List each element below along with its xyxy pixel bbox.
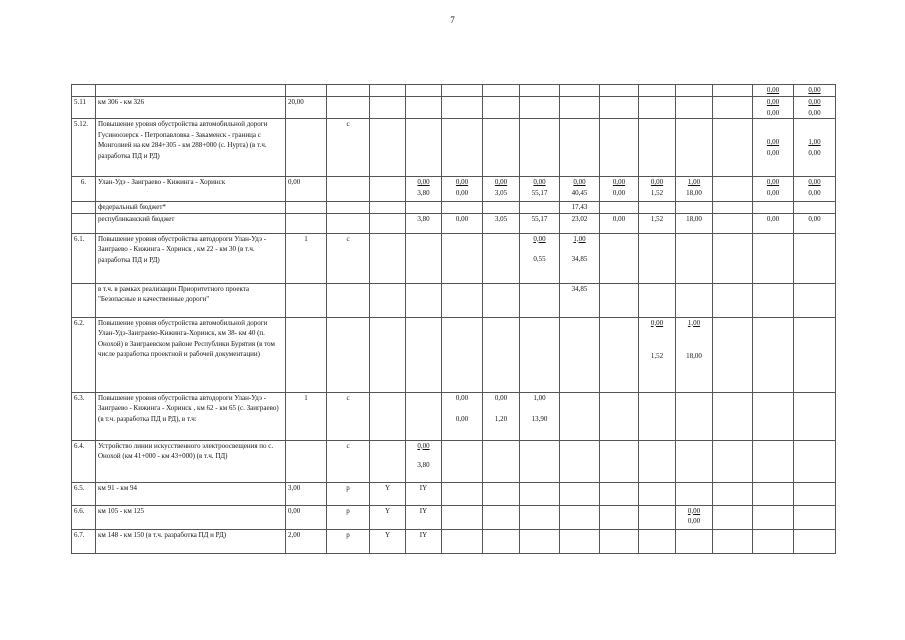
table-cell: 3,05 xyxy=(483,213,520,233)
table-cell xyxy=(483,529,520,553)
table-cell xyxy=(600,482,639,505)
table-cell xyxy=(676,529,713,553)
table-cell: в т.ч. в рамках реализации Приоритетного проекта "Безопасные и качественные дороги" xyxy=(96,283,286,317)
table-cell: IY xyxy=(406,482,442,505)
table-row xyxy=(72,317,836,392)
table-cell xyxy=(442,202,483,214)
table-cell: км 148 - км 150 (в т.ч. разработка ПД и РД) xyxy=(96,529,286,553)
table-cell: республиканский бюджет xyxy=(96,213,286,233)
table-cell xyxy=(600,85,639,97)
table-row xyxy=(72,85,836,97)
table-cell: 0,00 xyxy=(286,505,327,529)
table-cell xyxy=(713,119,753,177)
table-cell: 6.2. xyxy=(72,317,96,392)
table-cell xyxy=(406,233,442,283)
table-cell: IY xyxy=(406,529,442,553)
table-cell: 23,02 xyxy=(560,213,600,233)
table-cell xyxy=(639,97,676,119)
cell-value: 0,00 xyxy=(808,108,821,117)
table-cell xyxy=(483,440,520,482)
table-cell xyxy=(753,119,794,177)
cell-value: 1,00 xyxy=(808,138,821,146)
table-cell xyxy=(753,85,794,97)
table-cell: 34,85 xyxy=(560,283,600,317)
table-cell xyxy=(406,85,442,97)
table-cell xyxy=(639,392,676,440)
table-cell xyxy=(483,202,520,214)
table-cell xyxy=(520,85,560,97)
table-cell xyxy=(676,392,713,440)
cell-value: 0,00 xyxy=(417,178,430,186)
table-cell xyxy=(72,202,96,214)
table-cell xyxy=(639,177,676,202)
table-cell xyxy=(560,440,600,482)
table-cell xyxy=(753,202,794,214)
table-cell: Y xyxy=(370,505,406,529)
cell-value: 0,00 xyxy=(687,506,701,515)
table-cell xyxy=(753,482,794,505)
cell-value: 0,00 xyxy=(766,188,780,197)
table-cell xyxy=(600,392,639,440)
table-cell xyxy=(442,233,483,283)
table-cell xyxy=(327,317,370,392)
table-cell xyxy=(713,202,753,214)
cell-value: 0,00 xyxy=(808,86,821,94)
table-cell: 6.5. xyxy=(72,482,96,505)
cell-value: 1,20 xyxy=(494,415,508,423)
table-cell xyxy=(72,213,96,233)
table-cell xyxy=(794,177,836,202)
table-cell xyxy=(639,482,676,505)
table-cell xyxy=(442,529,483,553)
table-cell xyxy=(560,177,600,202)
table-cell xyxy=(639,233,676,283)
table-cell xyxy=(370,233,406,283)
table-cell xyxy=(794,392,836,440)
table-cell: 1,52 xyxy=(639,213,676,233)
table-row xyxy=(72,482,836,505)
table-cell xyxy=(639,317,676,392)
table-cell: 6. xyxy=(72,177,96,202)
table-cell xyxy=(483,482,520,505)
table-cell xyxy=(794,85,836,97)
table-cell xyxy=(442,505,483,529)
table-cell xyxy=(560,482,600,505)
table-cell xyxy=(442,97,483,119)
table-cell xyxy=(639,505,676,529)
cell-value: 3,80 xyxy=(417,461,430,469)
table-cell xyxy=(600,440,639,482)
cell-value: 1,00 xyxy=(687,178,701,186)
table-cell: 55,17 xyxy=(520,213,560,233)
table-cell xyxy=(753,317,794,392)
table-cell xyxy=(560,97,600,119)
table-cell xyxy=(560,505,600,529)
table-cell xyxy=(753,233,794,283)
cell-value: 0,00 xyxy=(417,441,430,450)
table-cell: Повышение уровня обустройства автодороги Улан-Удэ - Заиграево - Кижинга - Хоринск , км 62 - км 65 (с. Заиграево) (в т.ч. разработка ПД и РД), в т.ч: xyxy=(96,392,286,440)
table-cell xyxy=(286,202,327,214)
table-cell xyxy=(676,440,713,482)
table-cell xyxy=(794,119,836,177)
table-cell xyxy=(676,85,713,97)
table-cell: 6.6. xyxy=(72,505,96,529)
table-row xyxy=(72,283,836,317)
table-cell xyxy=(370,213,406,233)
cell-value: 55,17 xyxy=(531,188,548,197)
table-cell: с xyxy=(327,119,370,177)
cell-value: 34,85 xyxy=(571,255,588,263)
cell-value: 0,00 xyxy=(455,188,469,197)
table-cell xyxy=(639,119,676,177)
cell-value: 0,00 xyxy=(766,86,780,94)
table-cell xyxy=(713,529,753,553)
table-row xyxy=(72,529,836,553)
table-cell: с xyxy=(327,233,370,283)
table-row xyxy=(72,505,836,529)
table-cell xyxy=(442,482,483,505)
table-cell xyxy=(442,392,483,440)
table-cell xyxy=(483,119,520,177)
cell-value: 1,00 xyxy=(687,318,701,327)
cell-value: 13,90 xyxy=(531,415,548,423)
table-cell: Y xyxy=(370,482,406,505)
table-cell xyxy=(483,85,520,97)
table-cell: 5.11 xyxy=(72,97,96,119)
table-cell xyxy=(442,317,483,392)
table-cell xyxy=(520,505,560,529)
cell-value: 0,00 xyxy=(766,108,780,117)
table-cell xyxy=(794,482,836,505)
table-cell xyxy=(639,85,676,97)
table-cell: км 306 - км 326 xyxy=(96,97,286,119)
table-cell: федеральный бюджет* xyxy=(96,202,286,214)
table-cell xyxy=(483,317,520,392)
cell-value: 3,80 xyxy=(417,188,430,197)
table-row xyxy=(72,440,836,482)
table-cell xyxy=(286,283,327,317)
cell-value: 0,00 xyxy=(494,178,508,186)
table-cell xyxy=(600,119,639,177)
cell-value: 0,00 xyxy=(766,148,780,157)
table-cell: 5.12. xyxy=(72,119,96,177)
table-cell xyxy=(676,482,713,505)
table-cell: 0,00 xyxy=(286,177,327,202)
table-cell xyxy=(676,97,713,119)
table-cell xyxy=(713,505,753,529)
table-cell: 6.3. xyxy=(72,392,96,440)
cell-value: 0,00 xyxy=(533,178,546,186)
table-cell xyxy=(520,529,560,553)
table-cell xyxy=(520,202,560,214)
table-cell xyxy=(327,213,370,233)
table-cell xyxy=(600,529,639,553)
table-cell xyxy=(406,97,442,119)
table-cell xyxy=(560,119,600,177)
table-cell: Устройство линии искусственного электроосвещения по с. Онохой (км 41+000 - км 43+000) (в т.ч. ПД) xyxy=(96,440,286,482)
table-cell xyxy=(600,202,639,214)
table-cell xyxy=(794,440,836,482)
table-cell xyxy=(713,85,753,97)
table-cell xyxy=(713,482,753,505)
table-cell xyxy=(520,283,560,317)
table-cell: 0,00 xyxy=(753,213,794,233)
table-cell xyxy=(794,317,836,392)
table-cell xyxy=(520,97,560,119)
table-cell xyxy=(72,283,96,317)
table-cell: км 91 - км 94 xyxy=(96,482,286,505)
table-cell xyxy=(327,177,370,202)
table-cell xyxy=(676,283,713,317)
cell-value: 0,00 xyxy=(612,188,626,197)
table-cell xyxy=(483,505,520,529)
cell-value: 0,00 xyxy=(455,415,469,423)
table-row xyxy=(72,119,836,177)
table-cell: Улан-Удэ - Заиграево - Кижинга - Хоринск xyxy=(96,177,286,202)
cell-value: 0,00 xyxy=(808,178,821,186)
table-cell xyxy=(520,317,560,392)
table-cell xyxy=(370,440,406,482)
table-cell xyxy=(560,317,600,392)
table-cell xyxy=(442,85,483,97)
cell-value: 0,00 xyxy=(766,178,780,186)
table-cell xyxy=(794,202,836,214)
table-cell: 6.1. xyxy=(72,233,96,283)
table-cell xyxy=(406,440,442,482)
cell-value: 1,52 xyxy=(650,352,664,360)
table-cell xyxy=(560,529,600,553)
table-cell xyxy=(370,85,406,97)
table-cell: 2,00 xyxy=(286,529,327,553)
cell-value: 1,52 xyxy=(650,188,664,197)
table-cell xyxy=(713,283,753,317)
cell-value: 0,00 xyxy=(766,138,780,146)
table-cell xyxy=(676,177,713,202)
table-cell xyxy=(713,392,753,440)
table-cell xyxy=(713,177,753,202)
table-cell xyxy=(639,283,676,317)
table-cell xyxy=(286,317,327,392)
table-cell xyxy=(600,97,639,119)
table-cell xyxy=(520,482,560,505)
table-cell xyxy=(794,283,836,317)
table-cell xyxy=(327,283,370,317)
table-cell xyxy=(676,233,713,283)
table-cell xyxy=(600,283,639,317)
table-cell xyxy=(406,283,442,317)
table-row xyxy=(72,392,836,440)
table-cell xyxy=(442,119,483,177)
table-row xyxy=(72,177,836,202)
cell-value: 0,00 xyxy=(494,393,508,402)
table-cell xyxy=(406,119,442,177)
table-cell xyxy=(370,317,406,392)
cell-value: 18,00 xyxy=(686,188,702,197)
table-cell xyxy=(794,505,836,529)
table-cell xyxy=(794,529,836,553)
table-cell xyxy=(713,317,753,392)
table-cell xyxy=(327,202,370,214)
table-cell xyxy=(560,392,600,440)
table-cell xyxy=(676,505,713,529)
table-row xyxy=(72,97,836,119)
table-cell xyxy=(520,392,560,440)
cell-value: 18,00 xyxy=(686,352,702,360)
table-cell xyxy=(483,177,520,202)
table-cell: 0,00 xyxy=(600,213,639,233)
table-cell xyxy=(370,202,406,214)
table-cell xyxy=(600,177,639,202)
table-cell xyxy=(600,317,639,392)
table-cell xyxy=(520,177,560,202)
table-cell xyxy=(483,97,520,119)
table-cell: р xyxy=(327,505,370,529)
table-cell xyxy=(96,85,286,97)
table-cell xyxy=(753,440,794,482)
cell-value: 0,00 xyxy=(455,178,469,186)
table-cell xyxy=(753,529,794,553)
table-cell xyxy=(753,283,794,317)
cell-value: 0,00 xyxy=(808,188,821,197)
cell-value: 0,00 xyxy=(687,517,701,525)
table-cell xyxy=(406,202,442,214)
cell-value: 0,00 xyxy=(455,393,469,402)
table-cell: 3,00 xyxy=(286,482,327,505)
table-cell xyxy=(286,119,327,177)
table-cell xyxy=(327,85,370,97)
table-cell xyxy=(406,392,442,440)
cell-value: 40,45 xyxy=(571,188,588,197)
cell-value: 0,00 xyxy=(612,178,626,186)
table-row xyxy=(72,213,836,233)
cell-value: 0,00 xyxy=(808,148,821,157)
cell-value: 0,00 xyxy=(573,178,586,186)
table-cell xyxy=(560,233,600,283)
table-cell xyxy=(286,213,327,233)
table-cell xyxy=(753,97,794,119)
table-cell xyxy=(483,283,520,317)
table-cell: 1 xyxy=(286,392,327,440)
table-cell: 20,00 xyxy=(286,97,327,119)
cell-value: 0,00 xyxy=(650,318,664,327)
table-cell xyxy=(560,85,600,97)
table-cell: 3,80 xyxy=(406,213,442,233)
table-cell: 17,43 xyxy=(560,202,600,214)
table-cell xyxy=(520,440,560,482)
table-cell xyxy=(753,392,794,440)
table-cell: Y xyxy=(370,529,406,553)
table-cell xyxy=(794,97,836,119)
table-cell xyxy=(713,213,753,233)
table-cell xyxy=(370,119,406,177)
table-cell xyxy=(370,177,406,202)
table-cell: км 105 - км 125 xyxy=(96,505,286,529)
cell-value: 0,55 xyxy=(533,255,546,263)
table-cell: 6.4. xyxy=(72,440,96,482)
page-number: 7 xyxy=(450,15,455,25)
table-cell xyxy=(370,283,406,317)
table-cell xyxy=(794,233,836,283)
table-cell xyxy=(639,529,676,553)
table-cell: Повышение уровня обустройства автодороги Улан-Удэ - Заиграево - Кижинга - Хоринск , км 22 - км 30 (в т.ч. разработка ПД и РД) xyxy=(96,233,286,283)
table-cell xyxy=(713,97,753,119)
table-cell: р xyxy=(327,529,370,553)
table-cell xyxy=(639,202,676,214)
table-cell xyxy=(713,233,753,283)
table-cell xyxy=(327,97,370,119)
table-cell: 0,00 xyxy=(442,213,483,233)
cell-value: 3,05 xyxy=(494,188,508,197)
table-cell xyxy=(72,85,96,97)
table-row xyxy=(72,202,836,214)
road-works-table xyxy=(71,84,836,554)
table-cell xyxy=(676,317,713,392)
table-cell: IY xyxy=(406,505,442,529)
table-cell xyxy=(676,202,713,214)
table-cell xyxy=(406,317,442,392)
table-cell xyxy=(406,177,442,202)
table-cell xyxy=(639,440,676,482)
table-cell xyxy=(713,440,753,482)
table-cell: Повышение уровня обустройства автомобильной дороги Гусиноозерск - Петропавловка - Закаменск - граница с Монголией на км 284+305 - км 288+000 (с. Нурта) (в т.ч. разработка ПД и РД) xyxy=(96,119,286,177)
cell-value: 0,00 xyxy=(650,178,664,186)
table-cell xyxy=(483,233,520,283)
cell-value: 0,00 xyxy=(808,98,821,106)
table-cell xyxy=(753,177,794,202)
table-cell xyxy=(520,119,560,177)
table-cell xyxy=(520,233,560,283)
cell-value: 0,00 xyxy=(533,234,546,243)
table-row xyxy=(72,233,836,283)
table-cell xyxy=(370,97,406,119)
table-cell xyxy=(442,440,483,482)
table-cell: с xyxy=(327,440,370,482)
table-cell xyxy=(600,505,639,529)
table-cell xyxy=(676,119,713,177)
table-cell: 1 xyxy=(286,233,327,283)
cell-value: 1,00 xyxy=(533,393,546,402)
table-cell: 18,00 xyxy=(676,213,713,233)
table-cell xyxy=(286,440,327,482)
table-cell: 6.7. xyxy=(72,529,96,553)
table-cell xyxy=(286,85,327,97)
table-cell: с xyxy=(327,392,370,440)
table-cell xyxy=(370,392,406,440)
table-cell xyxy=(483,392,520,440)
table-cell: Повышение уровня обустройства автомобильной дороги Улан-Удэ-Заиграево-Кижинга-Хоринск, км 38- км 40 (п. Онохой) в Заиграевском районе Республики Бурятия (в том числе разработка проектной и рабочей документации) xyxy=(96,317,286,392)
table-cell xyxy=(442,283,483,317)
cell-value: 1,00 xyxy=(573,234,586,243)
table-cell: р xyxy=(327,482,370,505)
cell-value: 0,00 xyxy=(766,98,780,106)
table-cell xyxy=(753,505,794,529)
table-cell xyxy=(442,177,483,202)
table-cell: 0,00 xyxy=(794,213,836,233)
table-cell xyxy=(600,233,639,283)
